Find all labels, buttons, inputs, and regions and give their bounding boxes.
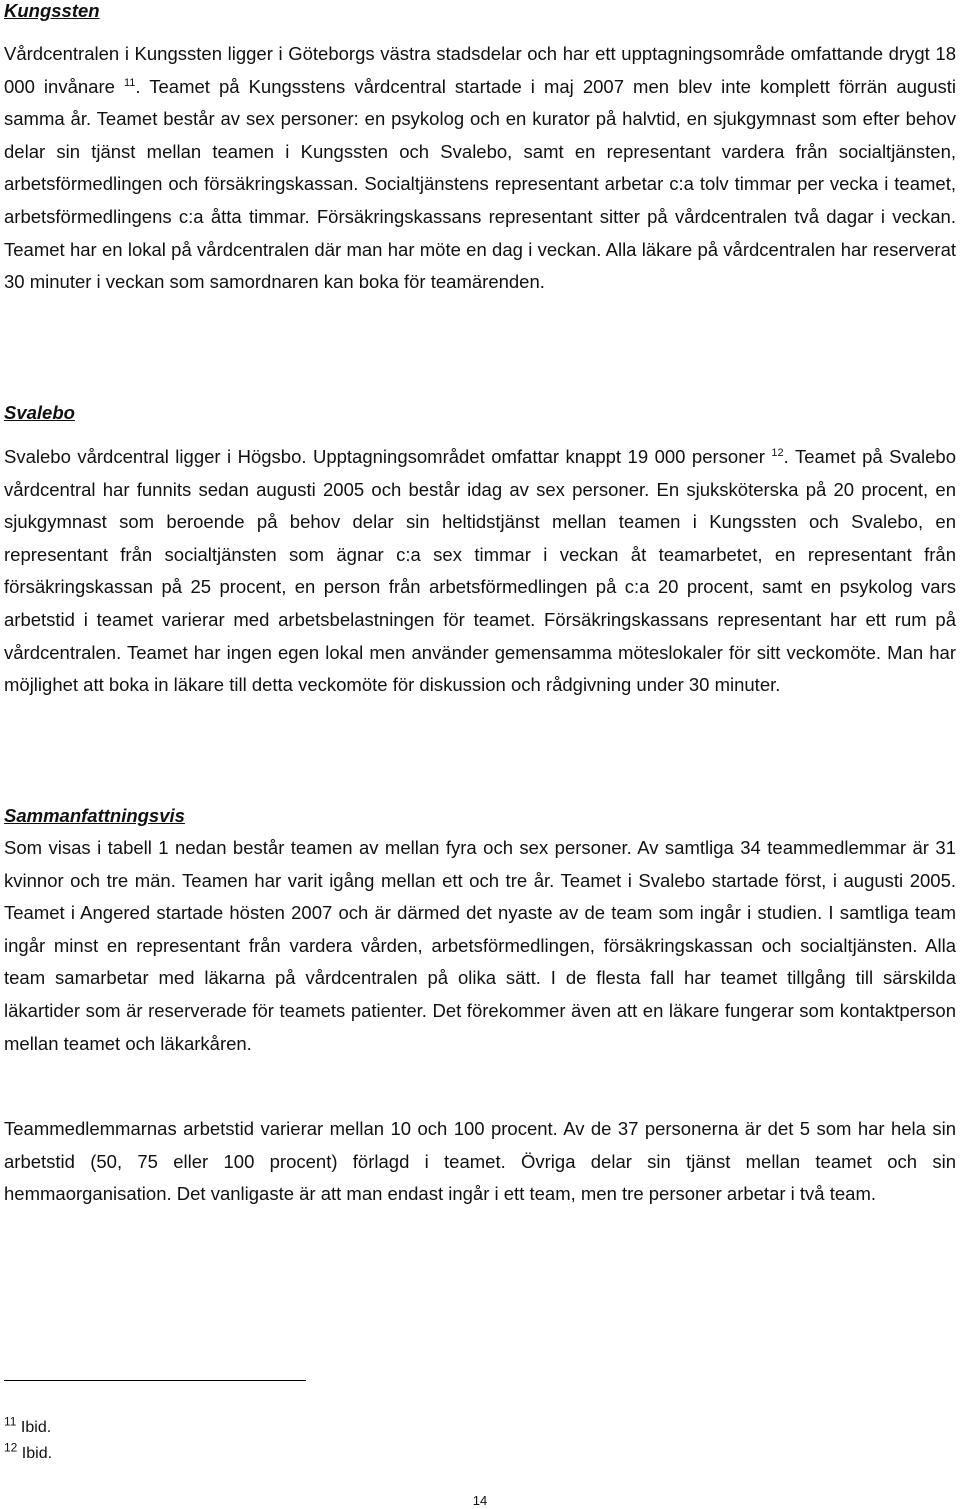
footnote-reference-12: 12 (771, 446, 784, 459)
footnote-reference-11: 11 (123, 76, 136, 89)
page-number: 14 (472, 1493, 488, 1508)
paragraph-summary-2 (4, 1113, 956, 1211)
footnote-text: Ibid. (16, 1419, 52, 1436)
paragraph-kungssten (4, 38, 956, 299)
paragraph-text: Som visas i tabell 1 nedan består teamen av mellan fyra och sex personer. Av samtliga 34 teammedlemmar är 31 kvinnor och tre män. Teamen har varit igång mellan ett och tre år. Teamet i Svalebo startade först, i augusti 2005. Teamet i Angered startade hösten 2007 och är därmed det nyaste av de team som ingår i studien. I samtliga team ingår minst en representant från vardera vården, arbetsförmedlingen, försäkringskassan och socialtjänsten. Alla team samarbetar med läkarna på vårdcentralen på olika sätt. I de flesta fall har teamet tillgång till särskilda läkartider som är reserverade för teamets patienter. Det förekommer även att en läkare fungerar som kontaktperson mellan teamet och läkarkåren. (4, 837, 956, 1054)
paragraph-svalebo (4, 441, 956, 702)
section-heading-kungssten: Kungssten (4, 0, 100, 21)
footnote-number: 12 (4, 1440, 18, 1455)
footnote-text: Ibid. (17, 1445, 53, 1462)
paragraph-text: Teammedlemmarnas arbetstid varierar mellan 10 och 100 procent. Av de 37 personerna är det 5 som har hela sin arbetstid (50, 75 eller 100 procent) förlagd i teamet. Övriga delar sin tjänst mellan teamet och sin hemmaorganisation. Det vanligaste är att man endast ingår i ett team, men tre personer arbetar i två team. (4, 1118, 956, 1205)
footnote-divider (4, 1380, 306, 1381)
paragraph-text: . Teamet på Svalebo vårdcentral har funnits sedan augusti 2005 och består idag av sex personer. En sjuksköterska på 20 procent, en sjukgymnast som beroende på behov delar sin heltidstjänst mellan teamen i Kungssten och Svalebo, en representant från socialtjänsten som ägnar c:a sex timmar i veckan åt teamarbetet, en representant från försäkringskassan på 25 procent, en person från arbetsförmedlingen på c:a 20 procent, samt en psykolog vars arbetstid i teamet varierar med arbetsbelastningen för teamet. Försäkringskassans representant har ett rum på vårdcentralen. Teamet har ingen egen lokal men använder gemensamma möteslokaler för sitt veckomöte. Man har möjlighet att boka in läkare till detta veckomöte för diskussion och rådgivning under 30 minuter. (4, 446, 956, 696)
section-heading-sammanfattningsvis: Sammanfattningsvis (4, 805, 185, 826)
paragraph-text: Svalebo vårdcentral ligger i Högsbo. Upptagningsområdet omfattar knappt 19 000 personer (4, 446, 772, 467)
section-heading-svalebo: Svalebo (4, 402, 75, 423)
paragraph-text: . Teamet på Kungsstens vårdcentral startade i maj 2007 men blev inte komplett förrän augusti samma år. Teamet består av sex personer: en psykolog och en kurator på halvtid, en sjukgymnast som efter behov delar sin tjänst mellan teamen i Kungssten och Svalebo, samt en representant vardera från socialtjänsten, arbetsförmedlingen och försäkringskassan. Socialtjänstens representant arbetar c:a tolv timmar per vecka i teamet, arbetsförmedlingens c:a åtta timmar. Försäkringskassans representant sitter på vårdcentralen två dagar i veckan. Teamet har en lokal på vårdcentralen där man har möte en dag i veckan. Alla läkare på vårdcentralen har reserverat 30 minuter i veckan som samordnaren kan boka för teamärenden. (4, 75, 956, 293)
paragraph-text: Vårdcentralen i Kungssten ligger i Göteborgs västra stadsdelar och har ett upptagningsområde omfattande drygt 18 000 invånare (4, 43, 956, 97)
footnote-number: 11 (4, 1414, 17, 1429)
paragraph-summary-1 (4, 832, 956, 1060)
footnote-12 (4, 1440, 53, 1464)
footnote-11 (4, 1414, 52, 1438)
